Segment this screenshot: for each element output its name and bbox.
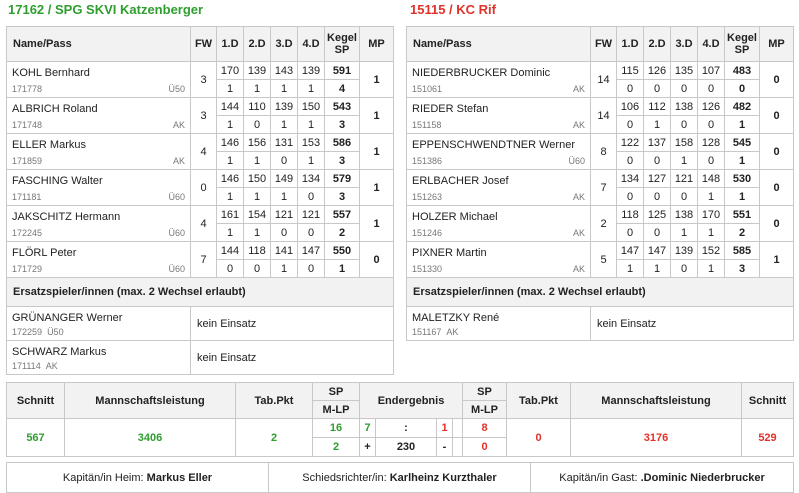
- summary-header-sp-home: SP: [313, 383, 360, 401]
- player-set-3: 1: [271, 260, 298, 278]
- result-plus-sign: +: [360, 438, 376, 457]
- player-durchgang-4: 147: [298, 242, 325, 260]
- player-set-2: 0: [644, 224, 671, 242]
- player-durchgang-3: 138: [671, 98, 698, 116]
- home-header-d1: 1.D: [217, 27, 244, 62]
- player-kegel: 579: [325, 170, 360, 188]
- player-set-2: 0: [244, 116, 271, 134]
- player-cell: [407, 134, 591, 170]
- player-mp: 0: [760, 134, 794, 170]
- player-mp: 0: [760, 98, 794, 134]
- player-cell: [7, 170, 191, 206]
- subs-header: Ersatzspieler/innen (max. 2 Wechsel erlaubt): [407, 278, 794, 307]
- sub-pass: 172259: [12, 326, 43, 337]
- sub-row: [7, 341, 394, 375]
- player-name: NIEDERBRUCKER Dominic: [412, 66, 551, 79]
- home-header-sp: SP: [334, 44, 350, 56]
- player-kegel: 545: [725, 134, 760, 152]
- guest-header-mp: MP: [760, 27, 794, 62]
- sub-status: kein Einsatz: [591, 307, 794, 341]
- player-cell: [7, 134, 191, 170]
- home-captain-name: Markus Eller: [146, 471, 213, 484]
- player-pass: 151263: [412, 191, 443, 202]
- player-row: [7, 98, 394, 116]
- player-set-4: 0: [698, 152, 725, 170]
- player-durchgang-2: 112: [644, 98, 671, 116]
- player-name: PIXNER Martin: [412, 246, 487, 259]
- home-captain-label: Kapitän/in Heim:: [62, 471, 144, 484]
- player-durchgang-3: 149: [271, 170, 298, 188]
- player-row: [7, 242, 394, 260]
- player-kegel: 551: [725, 206, 760, 224]
- home-mlp-value: 2: [313, 438, 360, 457]
- player-pass: 172245: [12, 227, 43, 238]
- player-fw: 3: [191, 62, 217, 98]
- player-durchgang-1: 161: [217, 206, 244, 224]
- player-durchgang-4: 126: [698, 98, 725, 116]
- home-sp-total: 16: [313, 419, 360, 438]
- player-durchgang-2: 147: [644, 242, 671, 260]
- player-mp: 1: [360, 134, 394, 170]
- referee: [269, 463, 531, 493]
- player-set-1: 0: [617, 152, 644, 170]
- player-category: Ü60: [168, 192, 185, 202]
- player-set-1: 1: [217, 80, 244, 98]
- player-name: KOHL Bernhard: [12, 66, 90, 79]
- player-durchgang-4: 139: [298, 62, 325, 80]
- player-kegel: 591: [325, 62, 360, 80]
- player-durchgang-1: 122: [617, 134, 644, 152]
- player-cell: [7, 206, 191, 242]
- player-pass: 171729: [12, 263, 43, 274]
- player-fw: 14: [591, 62, 617, 98]
- player-name: ALBRICH Roland: [12, 102, 98, 115]
- subs-header-row: [407, 278, 794, 307]
- player-sp: 1: [725, 152, 760, 170]
- guest-mlp-value: 0: [463, 438, 507, 457]
- sub-name: GRÜNANGER Werner: [12, 311, 123, 324]
- player-set-3: 1: [271, 80, 298, 98]
- player-cell: [407, 62, 591, 98]
- player-pass: 171778: [12, 83, 43, 94]
- player-sp: 3: [325, 188, 360, 206]
- player-row: [7, 170, 394, 188]
- player-set-3: 0: [671, 260, 698, 278]
- home-schnitt-value: 567: [7, 419, 65, 457]
- player-sp: 1: [725, 188, 760, 206]
- player-sp: 2: [325, 224, 360, 242]
- summary-header-mlp-guest: M-LP: [463, 401, 507, 419]
- sub-pass-line: [412, 327, 585, 337]
- summary-header-sp-guest: SP: [463, 383, 507, 401]
- player-durchgang-1: 118: [617, 206, 644, 224]
- guest-captain-name: .Dominic Niederbrucker: [640, 471, 765, 484]
- player-category: Ü50: [168, 84, 185, 94]
- player-durchgang-2: 139: [244, 62, 271, 80]
- player-row: [7, 134, 394, 152]
- match-summary-table: [6, 382, 794, 457]
- player-durchgang-1: 115: [617, 62, 644, 80]
- player-durchgang-3: 135: [671, 62, 698, 80]
- player-durchgang-2: 150: [244, 170, 271, 188]
- player-durchgang-4: 148: [698, 170, 725, 188]
- sub-pass: 171114: [12, 360, 41, 371]
- player-name: ELLER Markus: [12, 138, 86, 151]
- player-name: RIEDER Stefan: [412, 102, 489, 115]
- player-row: [7, 62, 394, 80]
- player-sp: 1: [325, 260, 360, 278]
- player-name: FLÖRL Peter: [12, 246, 77, 259]
- sub-pass-line: [12, 327, 185, 337]
- sub-category: Ü50: [47, 326, 64, 337]
- player-durchgang-3: 121: [671, 170, 698, 188]
- summary-header-tabpkt-guest: Tab.Pkt: [507, 383, 571, 419]
- player-set-3: 1: [671, 224, 698, 242]
- sub-player-cell: [407, 307, 591, 341]
- player-kegel: 543: [325, 98, 360, 116]
- home-team-table: [6, 26, 394, 375]
- player-sp: 3: [325, 152, 360, 170]
- player-category: AK: [572, 264, 585, 274]
- player-cell: [407, 98, 591, 134]
- player-fw: 4: [191, 206, 217, 242]
- player-fw: 0: [191, 170, 217, 206]
- player-durchgang-3: 139: [271, 98, 298, 116]
- home-header-name: Name/Pass: [7, 27, 191, 62]
- player-pass: 151158: [412, 119, 442, 130]
- player-set-1: 0: [617, 224, 644, 242]
- player-set-1: 1: [217, 152, 244, 170]
- player-durchgang-1: 134: [617, 170, 644, 188]
- sub-name: MALETZKY René: [412, 311, 500, 324]
- subs-header-row: [7, 278, 394, 307]
- player-fw: 3: [191, 98, 217, 134]
- result-kegel-diff: 230: [376, 438, 437, 457]
- player-set-3: 1: [671, 152, 698, 170]
- sub-player-cell: [7, 341, 191, 375]
- player-fw: 5: [591, 242, 617, 278]
- player-category: AK: [172, 120, 185, 130]
- player-durchgang-3: 139: [671, 242, 698, 260]
- player-durchgang-4: 121: [298, 206, 325, 224]
- player-durchgang-4: 107: [698, 62, 725, 80]
- player-set-2: 1: [244, 80, 271, 98]
- player-durchgang-3: 131: [271, 134, 298, 152]
- player-set-2: 1: [244, 224, 271, 242]
- player-durchgang-3: 138: [671, 206, 698, 224]
- player-row: [407, 170, 794, 188]
- player-durchgang-3: 121: [271, 206, 298, 224]
- player-set-1: 1: [217, 224, 244, 242]
- player-set-1: 0: [217, 260, 244, 278]
- player-durchgang-2: 126: [644, 62, 671, 80]
- player-set-2: 0: [644, 188, 671, 206]
- guest-header-kegel: Kegel: [727, 32, 757, 44]
- player-sp: 4: [325, 80, 360, 98]
- player-category: Ü60: [168, 228, 185, 238]
- player-mp: 0: [760, 170, 794, 206]
- player-fw: 7: [591, 170, 617, 206]
- summary-header-mlp-home: M-LP: [313, 401, 360, 419]
- guest-header-name: Name/Pass: [407, 27, 591, 62]
- guest-schnitt-value: 529: [742, 419, 794, 457]
- sub-status: kein Einsatz: [191, 341, 394, 375]
- summary-header-leistung-guest: Mannschaftsleistung: [571, 383, 742, 419]
- player-pass: 151246: [412, 227, 443, 238]
- result-minus-sign: -: [437, 438, 453, 457]
- player-pass: 151061: [412, 83, 443, 94]
- player-set-4: 0: [698, 116, 725, 134]
- player-durchgang-3: 143: [271, 62, 298, 80]
- player-set-3: 0: [671, 188, 698, 206]
- player-set-3: 0: [671, 116, 698, 134]
- guest-captain: [531, 463, 794, 493]
- player-durchgang-2: 156: [244, 134, 271, 152]
- player-name: ERLBACHER Josef: [412, 174, 509, 187]
- player-set-1: 0: [617, 188, 644, 206]
- summary-header-schnitt-guest: Schnitt: [742, 383, 794, 419]
- home-header-mp: MP: [360, 27, 394, 62]
- player-kegel: 585: [725, 242, 760, 260]
- home-header-d4: 4.D: [298, 27, 325, 62]
- player-set-3: 1: [271, 188, 298, 206]
- player-name: FASCHING Walter: [12, 174, 103, 187]
- player-sp: 1: [725, 116, 760, 134]
- guest-header-d3: 3.D: [671, 27, 698, 62]
- home-leistung-value: 3406: [65, 419, 236, 457]
- player-row: [407, 62, 794, 80]
- home-team-title: 17162 / SPG SKVI Katzenberger: [8, 2, 204, 17]
- player-sp: 3: [725, 260, 760, 278]
- home-header-kegel: Kegel: [327, 32, 357, 44]
- player-set-1: 1: [217, 116, 244, 134]
- player-set-2: 0: [644, 80, 671, 98]
- player-set-2: 0: [244, 260, 271, 278]
- player-set-4: 1: [298, 116, 325, 134]
- player-row: [407, 206, 794, 224]
- player-durchgang-3: 141: [271, 242, 298, 260]
- referee-name: Karlheinz Kurzthaler: [389, 471, 497, 484]
- guest-team-table: [406, 26, 794, 341]
- referee-label: Schiedsrichter/in:: [302, 471, 387, 484]
- player-set-2: 1: [644, 260, 671, 278]
- result-separator: :: [376, 419, 437, 438]
- player-durchgang-1: 106: [617, 98, 644, 116]
- player-cell: [7, 62, 191, 98]
- player-cell: [7, 98, 191, 134]
- player-row: [7, 206, 394, 224]
- player-kegel: 557: [325, 206, 360, 224]
- player-set-2: 1: [244, 152, 271, 170]
- player-set-4: 0: [298, 188, 325, 206]
- player-durchgang-4: 152: [698, 242, 725, 260]
- player-set-1: 1: [217, 188, 244, 206]
- player-durchgang-1: 170: [217, 62, 244, 80]
- player-category: AK: [172, 156, 185, 166]
- player-set-3: 0: [671, 80, 698, 98]
- player-row: [407, 134, 794, 152]
- player-set-2: 1: [244, 188, 271, 206]
- player-durchgang-2: 137: [644, 134, 671, 152]
- player-category: Ü60: [568, 156, 585, 166]
- home-captain: [7, 463, 269, 493]
- player-durchgang-1: 146: [217, 134, 244, 152]
- player-set-4: 0: [298, 260, 325, 278]
- player-pass: 151386: [412, 155, 443, 166]
- player-fw: 14: [591, 98, 617, 134]
- player-set-3: 0: [271, 152, 298, 170]
- player-set-3: 1: [271, 116, 298, 134]
- guest-header-d2: 2.D: [644, 27, 671, 62]
- player-set-1: 0: [617, 80, 644, 98]
- summary-header-leistung-home: Mannschaftsleistung: [65, 383, 236, 419]
- sub-name: SCHWARZ Markus: [12, 345, 107, 358]
- result-home-mp: 7: [360, 419, 376, 438]
- guest-leistung-value: 3176: [571, 419, 742, 457]
- summary-header-endergebnis: Endergebnis: [360, 383, 463, 419]
- player-kegel: 483: [725, 62, 760, 80]
- player-fw: 7: [191, 242, 217, 278]
- player-set-2: 0: [644, 152, 671, 170]
- player-mp: 1: [360, 170, 394, 206]
- subs-header: Ersatzspieler/innen (max. 2 Wechsel erlaubt): [7, 278, 394, 307]
- player-durchgang-1: 147: [617, 242, 644, 260]
- match-footer: [6, 462, 794, 493]
- guest-captain-label: Kapitän/in Gast:: [559, 471, 638, 484]
- player-sp: 2: [725, 224, 760, 242]
- player-set-4: 1: [698, 224, 725, 242]
- player-set-3: 0: [271, 224, 298, 242]
- sub-pass: 151167: [412, 326, 442, 337]
- player-kegel: 482: [725, 98, 760, 116]
- sub-player-cell: [7, 307, 191, 341]
- sub-status: kein Einsatz: [191, 307, 394, 341]
- player-cell: [407, 170, 591, 206]
- player-row: [407, 242, 794, 260]
- player-row: [407, 98, 794, 116]
- player-durchgang-4: 134: [298, 170, 325, 188]
- player-set-1: 1: [617, 260, 644, 278]
- player-sp: 0: [725, 80, 760, 98]
- player-durchgang-2: 154: [244, 206, 271, 224]
- player-fw: 4: [191, 134, 217, 170]
- guest-header-sp: SP: [734, 44, 750, 56]
- guest-sp-total: 8: [463, 419, 507, 438]
- player-durchgang-2: 118: [244, 242, 271, 260]
- home-header-fw: FW: [191, 27, 217, 62]
- sub-row: [7, 307, 394, 341]
- player-set-1: 0: [617, 116, 644, 134]
- player-category: AK: [572, 192, 585, 202]
- player-kegel: 530: [725, 170, 760, 188]
- player-mp: 0: [760, 62, 794, 98]
- player-fw: 2: [591, 206, 617, 242]
- player-mp: 1: [360, 98, 394, 134]
- player-set-2: 1: [644, 116, 671, 134]
- player-mp: 1: [760, 242, 794, 278]
- player-set-4: 1: [298, 152, 325, 170]
- home-header-kegel-sp: [325, 27, 360, 62]
- player-durchgang-2: 127: [644, 170, 671, 188]
- summary-header-schnitt-home: Schnitt: [7, 383, 65, 419]
- player-fw: 8: [591, 134, 617, 170]
- player-pass: 171859: [12, 155, 43, 166]
- guest-header-d4: 4.D: [698, 27, 725, 62]
- sub-category: AK: [45, 360, 58, 371]
- player-cell: [7, 242, 191, 278]
- guest-tabpkt-value: 0: [507, 419, 571, 457]
- player-durchgang-1: 146: [217, 170, 244, 188]
- player-set-4: 0: [298, 224, 325, 242]
- player-durchgang-4: 170: [698, 206, 725, 224]
- player-durchgang-2: 125: [644, 206, 671, 224]
- player-pass: 171181: [12, 191, 42, 202]
- sub-row: [407, 307, 794, 341]
- player-durchgang-1: 144: [217, 98, 244, 116]
- player-mp: 0: [360, 242, 394, 278]
- guest-team-title: 15115 / KC Rif: [410, 2, 496, 17]
- player-name: HOLZER Michael: [412, 210, 498, 223]
- player-durchgang-4: 153: [298, 134, 325, 152]
- summary-header-tabpkt-home: Tab.Pkt: [236, 383, 313, 419]
- guest-header-d1: 1.D: [617, 27, 644, 62]
- player-set-4: 1: [698, 260, 725, 278]
- player-mp: 1: [360, 62, 394, 98]
- player-mp: 0: [760, 206, 794, 242]
- player-durchgang-3: 158: [671, 134, 698, 152]
- player-category: AK: [572, 228, 585, 238]
- player-pass: 151330: [412, 263, 443, 274]
- home-tabpkt-value: 2: [236, 419, 313, 457]
- player-category: Ü60: [168, 264, 185, 274]
- guest-header-kegel-sp: [725, 27, 760, 62]
- player-set-4: 1: [698, 188, 725, 206]
- sub-category: AK: [446, 326, 459, 337]
- player-category: AK: [572, 120, 585, 130]
- sub-pass-line: [12, 361, 185, 371]
- player-mp: 1: [360, 206, 394, 242]
- home-header-d2: 2.D: [244, 27, 271, 62]
- player-durchgang-4: 150: [298, 98, 325, 116]
- player-kegel: 586: [325, 134, 360, 152]
- result-guest-mp: 1: [437, 419, 453, 438]
- player-cell: [407, 242, 591, 278]
- player-name: EPPENSCHWENDTNER Werner: [412, 138, 575, 151]
- player-category: AK: [572, 84, 585, 94]
- player-set-4: 1: [298, 80, 325, 98]
- player-cell: [407, 206, 591, 242]
- player-durchgang-2: 110: [244, 98, 271, 116]
- player-name: JAKSCHITZ Hermann: [12, 210, 121, 223]
- player-durchgang-1: 144: [217, 242, 244, 260]
- guest-header-fw: FW: [591, 27, 617, 62]
- player-sp: 3: [325, 116, 360, 134]
- player-kegel: 550: [325, 242, 360, 260]
- player-set-4: 0: [698, 80, 725, 98]
- home-header-d3: 3.D: [271, 27, 298, 62]
- player-durchgang-4: 128: [698, 134, 725, 152]
- player-pass: 171748: [12, 119, 43, 130]
